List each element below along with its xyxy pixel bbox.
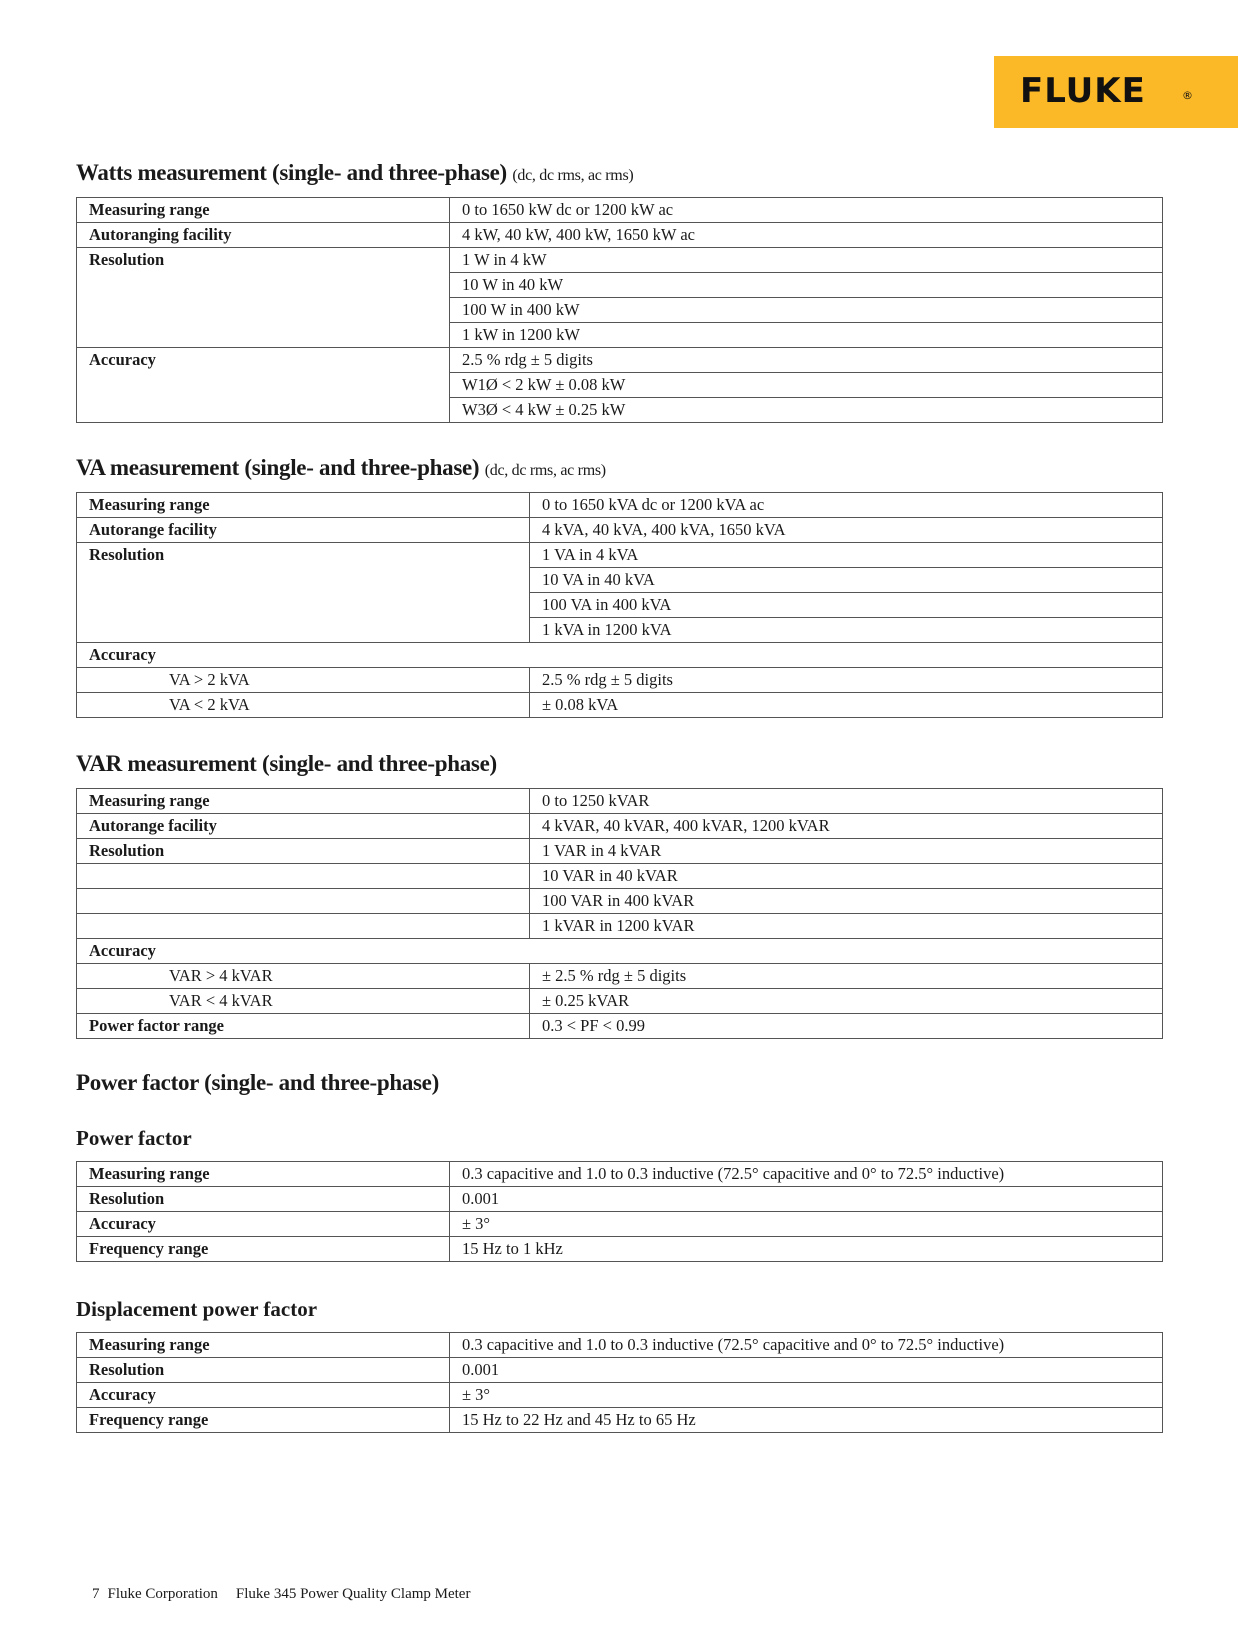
label-cell: Measuring range	[77, 1162, 450, 1187]
label-cell: Autorange facility	[77, 814, 530, 839]
table-row	[77, 668, 1163, 693]
dpf-heading: Displacement power factor	[76, 1297, 318, 1321]
value-cell: 1 W in 4 kW	[450, 248, 1163, 273]
label-cell: Power factor range	[77, 1014, 530, 1039]
label-cell: Accuracy	[77, 643, 1163, 668]
va-title: VA measurement (single- and three-phase)	[76, 455, 480, 480]
value-cell: 0.001	[450, 1358, 1163, 1383]
table-row	[77, 914, 1163, 939]
empty-cell	[77, 914, 530, 939]
value-cell: ± 0.25 kVAR	[530, 989, 1163, 1014]
va-subtitle: (dc, dc rms, ac rms)	[484, 462, 606, 479]
table-row	[77, 1014, 1163, 1039]
value-cell: 0.3 capacitive and 1.0 to 0.3 inductive (72.5° capacitive and 0° to 72.5° inductive)	[450, 1333, 1163, 1358]
table-row	[77, 989, 1163, 1014]
label-cell: Accuracy	[77, 939, 1163, 964]
label-cell: Frequency range	[77, 1408, 450, 1433]
table-row	[77, 643, 1163, 668]
table-row	[77, 1187, 1163, 1212]
table-row	[77, 789, 1163, 814]
label-cell: Measuring range	[77, 1333, 450, 1358]
pf-heading: Power factor	[76, 1126, 192, 1150]
value-cell: 15 Hz to 22 Hz and 45 Hz to 65 Hz	[450, 1408, 1163, 1433]
value-cell: ± 2.5 % rdg ± 5 digits	[530, 964, 1163, 989]
logo-text: FLUKE	[1020, 71, 1146, 111]
value-cell: 15 Hz to 1 kHz	[450, 1237, 1163, 1262]
empty-cell	[77, 889, 530, 914]
value-cell: 0 to 1250 kVAR	[530, 789, 1163, 814]
table-row	[77, 1358, 1163, 1383]
value-cell: 0 to 1650 kVA dc or 1200 kVA ac	[530, 493, 1163, 518]
empty-cell	[77, 864, 530, 889]
table-row	[77, 814, 1163, 839]
value-cell: 10 VA in 40 kVA	[530, 568, 1163, 593]
value-cell: ± 0.08 kVA	[530, 693, 1163, 718]
fluke-logo	[994, 56, 1238, 128]
label-cell: Measuring range	[77, 789, 530, 814]
label-cell: Resolution	[77, 839, 530, 864]
value-cell: 10 VAR in 40 kVAR	[530, 864, 1163, 889]
table-row	[77, 864, 1163, 889]
table-row	[77, 693, 1163, 718]
value-cell: ± 3°	[450, 1212, 1163, 1237]
table-row	[77, 1162, 1163, 1187]
var-heading: VAR measurement (single- and three-phase)	[76, 751, 497, 776]
pf-section-heading: Power factor (single- and three-phase)	[76, 1070, 439, 1095]
va-heading	[76, 455, 606, 481]
value-cell: 1 VAR in 4 kVAR	[530, 839, 1163, 864]
condition-cell: VAR > 4 kVAR	[77, 964, 530, 989]
table-row	[77, 1333, 1163, 1358]
value-cell: 2.5 % rdg ± 5 digits	[530, 668, 1163, 693]
label-cell: Measuring range	[77, 493, 530, 518]
value-cell: 100 VAR in 400 kVAR	[530, 889, 1163, 914]
value-cell: 0 to 1650 kW dc or 1200 kW ac	[450, 198, 1163, 223]
condition-cell: VA < 2 kVA	[77, 693, 530, 718]
table-row	[77, 518, 1163, 543]
footer	[92, 1586, 488, 1603]
value-cell: W1Ø < 2 kW ± 0.08 kW	[450, 373, 1163, 398]
value-cell: 10 W in 40 kW	[450, 273, 1163, 298]
page-number: 7	[92, 1586, 100, 1602]
value-cell: 1 VA in 4 kVA	[530, 543, 1163, 568]
value-cell: 100 W in 400 kW	[450, 298, 1163, 323]
label-cell: Accuracy	[77, 1383, 450, 1408]
pf-table	[76, 1161, 1163, 1262]
value-cell: 1 kW in 1200 kW	[450, 323, 1163, 348]
value-cell: 1 kVAR in 1200 kVAR	[530, 914, 1163, 939]
condition-cell: VA > 2 kVA	[77, 668, 530, 693]
table-row	[77, 198, 1163, 223]
label-cell: Resolution	[77, 248, 450, 348]
label-cell: Autoranging facility	[77, 223, 450, 248]
table-row	[77, 964, 1163, 989]
footer-company: Fluke Corporation	[107, 1586, 218, 1602]
value-cell: 0.3 < PF < 0.99	[530, 1014, 1163, 1039]
table-row	[77, 1383, 1163, 1408]
watts-table	[76, 197, 1163, 423]
value-cell: W3Ø < 4 kW ± 0.25 kW	[450, 398, 1163, 423]
label-cell: Accuracy	[77, 348, 450, 423]
label-cell: Resolution	[77, 543, 530, 643]
value-cell: 2.5 % rdg ± 5 digits	[450, 348, 1163, 373]
watts-heading	[76, 160, 633, 186]
value-cell: 4 kVAR, 40 kVAR, 400 kVAR, 1200 kVAR	[530, 814, 1163, 839]
table-row	[77, 889, 1163, 914]
table-row	[77, 939, 1163, 964]
value-cell: 4 kW, 40 kW, 400 kW, 1650 kW ac	[450, 223, 1163, 248]
value-cell: 100 VA in 400 kVA	[530, 593, 1163, 618]
table-row	[77, 1212, 1163, 1237]
table-row	[77, 223, 1163, 248]
table-row	[77, 1408, 1163, 1433]
value-cell: 1 kVA in 1200 kVA	[530, 618, 1163, 643]
registered-mark: ®	[1182, 89, 1193, 102]
value-cell: 0.001	[450, 1187, 1163, 1212]
label-cell: Resolution	[77, 1187, 450, 1212]
footer-product: Fluke 345 Power Quality Clamp Meter	[235, 1586, 471, 1602]
watts-subtitle: (dc, dc rms, ac rms)	[512, 167, 634, 184]
table-row	[77, 248, 1163, 273]
label-cell: Frequency range	[77, 1237, 450, 1262]
label-cell: Accuracy	[77, 1212, 450, 1237]
condition-cell: VAR < 4 kVAR	[77, 989, 530, 1014]
table-row	[77, 348, 1163, 373]
dpf-table	[76, 1332, 1163, 1433]
label-cell: Measuring range	[77, 198, 450, 223]
value-cell: ± 3°	[450, 1383, 1163, 1408]
table-row	[77, 493, 1163, 518]
va-table	[76, 492, 1163, 718]
table-row	[77, 543, 1163, 568]
value-cell: 4 kVA, 40 kVA, 400 kVA, 1650 kVA	[530, 518, 1163, 543]
table-row	[77, 1237, 1163, 1262]
table-row	[77, 839, 1163, 864]
value-cell: 0.3 capacitive and 1.0 to 0.3 inductive (72.5° capacitive and 0° to 72.5° inductive)	[450, 1162, 1163, 1187]
label-cell: Resolution	[77, 1358, 450, 1383]
label-cell: Autorange facility	[77, 518, 530, 543]
var-table	[76, 788, 1163, 1039]
watts-title: Watts measurement (single- and three-phase)	[76, 160, 507, 185]
